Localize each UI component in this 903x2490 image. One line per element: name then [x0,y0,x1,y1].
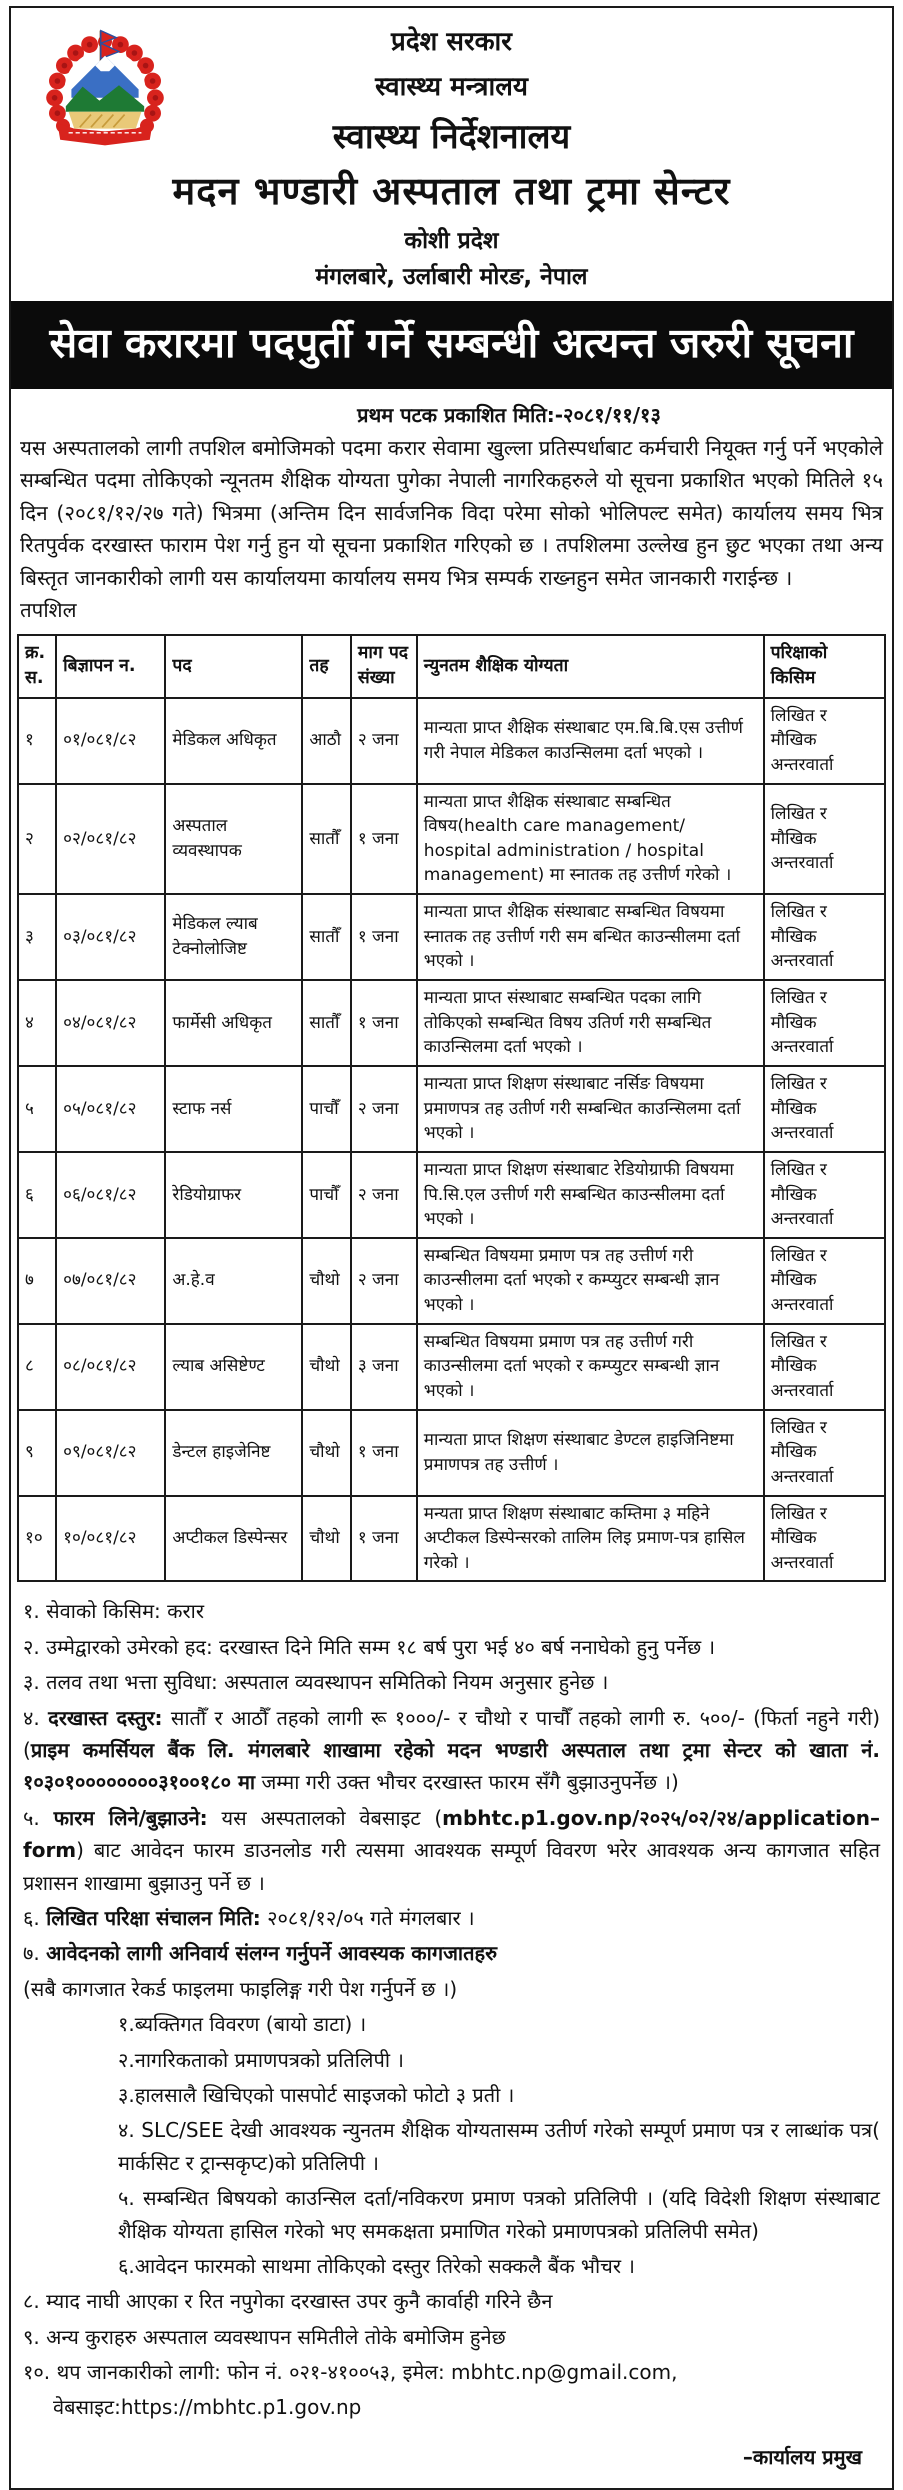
table-cell: चौथो [302,1496,351,1582]
table-cell: चौथो [302,1238,351,1324]
note-item [23,1902,880,1934]
note-item [23,2356,880,2388]
table-cell: पाचौँ [302,1152,351,1238]
col-header-ad-no: बिज्ञापन न. [56,635,165,698]
table-cell: २ जना [351,1066,417,1152]
note-text: २.नागरिकताको प्रमाणपत्रको प्रतिलिपी । [118,2047,404,2072]
note-item [23,1666,880,1698]
note-text: ९. अन्य कुराहरु अस्पताल व्यवस्थापन समितीले तोके बमोजिम हुनेछ [23,2324,506,2349]
note-text: १.ब्यक्तिगत विवरण (बायो डाटा) । [118,2012,367,2037]
note-item [23,1937,880,1969]
table-cell: लिखित र मौखिक अन्तरवार्ता [764,1324,885,1410]
note-text: वेबसाइट:https://mbhtc.p1.gov.np [53,2395,362,2420]
table-cell: ल्याब असिष्टेण्ट [165,1324,302,1410]
col-header-count: माग पद संख्या [351,635,417,698]
table-cell: फार्मेसी अधिकृत [165,980,302,1066]
table-cell: लिखित र मौखिक अन्तरवार्ता [764,1152,885,1238]
col-header-post: पद [165,635,302,698]
table-cell: लिखित र मौखिक अन्तरवार्ता [764,980,885,1066]
table-cell: चौथो [302,1410,351,1496]
table-cell: १०/०८१/८२ [56,1496,165,1582]
table-cell: अ.हे.व [165,1238,302,1324]
table-cell: ३ जना [351,1324,417,1410]
table-cell: ०२/०८१/८२ [56,784,165,895]
table-cell: ०१/०८१/८२ [56,698,165,784]
table-cell: स्टाफ नर्स [165,1066,302,1152]
note-text: १. सेवाको किसिम: करार [23,1599,205,1624]
note-text: ५. सम्बन्धित बिषयको काउन्सिल दर्ता/नविकरण प्रमाण पत्रको प्रतिलिपी । (यदि विदेशी शिक्षण संस्थाबाट शैक्षिक योग्यता हासिल गरेको भए समकक्षता प्रमाणित गरेको प्रमाणपत्रको प्रतिलिपी समेत) [118,2186,880,2243]
note-text: mbhtc.p1.gov.np/२०२५/०२/२४/application–form [23,1805,880,1863]
table-row [18,1410,885,1496]
table-cell: सम्बन्धित विषयमा प्रमाण पत्र तह उत्तीर्ण गरी काउन्सीलमा दर्ता भएको र कम्प्युटर सम्बन्धी ज्ञान भएको । [417,1324,764,1410]
table-cell: १ जना [351,894,417,980]
vacancy-table-body [18,698,885,1582]
table-cell: ८ [18,1324,56,1410]
table-cell: मान्यता प्राप्त शिक्षण संस्थाबाट रेडियोग्राफी विषयमा पि.सि.एल उत्तीर्ण गरी सम्बन्धित काउन्सीलमा दर्ता भएको । [417,1152,764,1238]
document-header [11,8,892,291]
table-cell: २ जना [351,1152,417,1238]
note-item [23,2250,880,2282]
notice-document [9,6,894,2490]
table-cell: चौथो [302,1324,351,1410]
table-cell: २ जना [351,698,417,784]
table-cell: मान्यता प्राप्त शिक्षण संस्थाबाट डेण्टल हाइजिनिष्टमा प्रमाणपत्र तह उत्तीर्ण । [417,1410,764,1496]
note-item [23,2114,880,2179]
table-cell: मान्यता प्राप्त शैक्षिक संस्थाबाट सम्बन्धित विषयमा स्नातक तह उत्तीर्ण गरी सम बन्धित काउन्सीलमा दर्ता भएको । [417,894,764,980]
table-cell: सातौँ [302,784,351,895]
table-cell: २ जना [351,1238,417,1324]
table-row [18,1066,885,1152]
note-item [23,1702,880,1799]
table-row [18,980,885,1066]
note-text: ३.हालसालै खिचिएको पासपोर्ट साइजको फोटो ३ प्रती । [118,2082,515,2107]
note-item [23,2321,880,2353]
table-cell: रेडियोग्राफर [165,1152,302,1238]
table-cell: ०६/०८१/८२ [56,1152,165,1238]
table-cell: ०३/०८१/८२ [56,894,165,980]
table-cell: सातौँ [302,894,351,980]
header-address: मंगलबारे, उर्लाबारी मोरङ, नेपाल [315,264,588,290]
published-date: प्रथम पटक प्रकाशित मिति:-२०८१/११/१३ [357,403,661,427]
note-text: आवेदनको लागी अनिवार्य संलग्न गर्नुपर्ने आवस्यक कागजातहरु [46,1941,498,1966]
table-row [18,894,885,980]
table-row [18,1496,885,1582]
note-text: ८. म्याद नाघी आएका र रित नपुगेका दरखास्त उपर कुनै कार्वाही गरिने छैन [23,2289,553,2314]
table-row [18,1152,885,1238]
table-cell: सातौँ [302,980,351,1066]
nepal-government-emblem-icon [35,24,175,166]
note-item [23,2008,880,2040]
table-cell: १ जना [351,784,417,895]
table-cell: आठौ [302,698,351,784]
col-header-exam-type: परिक्षाको किसिम [764,635,885,698]
table-row [18,698,885,784]
table-cell: ९ [18,1410,56,1496]
note-text: २०८१/१२/०५ गते मंगलबार । [260,1906,475,1930]
note-item [23,1802,880,1899]
table-header-row [18,635,885,698]
note-text: प्राइम कमर्सियल बैंक लि. मंगलबारे शाखामा रहेको मदन भण्डारी अस्पताल तथा ट्रमा सेन्टर को खाता नं. १०३०१००००००००३१००१८० मा [23,1738,880,1795]
table-row [18,1324,885,1410]
note-text: (सबै कागजात रेकर्ड फाइलमा फाइलिङ्ग गरी पेश गर्नुपर्ने छ ।) [23,1976,458,2001]
table-cell: १ [18,698,56,784]
intro-paragraph: यस अस्पतालको लागी तपशिल बमोजिमको पदमा करार सेवामा खुल्ला प्रतिस्पर्धाबाट कर्मचारी नियूक्त गर्नु पर्ने भएकोले सम्बन्धित पदमा तोकिएको न्यूनतम शैक्षिक योग्यता पुगेका नेपाली नागरिकहरुले यो सूचना प्रकाशित भएको मितिले १५ दिन (२०८१/१२/२७ गते) भित्रमा (अन्तिम दिन सार्वजनिक विदा परेमा सोको भोलिपल्ट समेत) कार्यालय समय भित्र रितपुर्वक दरखास्त फाराम पेश गर्नु हुन यो सूचना प्रकाशित गरिएको छ । तपशिलमा उल्लेख हुन छुट भएका तथा अन्य बिस्तृत जानकारीको लागी यस कार्यालयमा कार्यालय समय भित्र सम्पर्क राख्नहुन समेत जानकारी गराईन्छ । [20,436,883,590]
table-cell: १० [18,1496,56,1582]
note-text: ५. [23,1805,54,1830]
table-cell: लिखित र मौखिक अन्तरवार्ता [764,1496,885,1582]
table-cell: लिखित र मौखिक अन्तरवार्ता [764,698,885,784]
table-row [18,784,885,895]
vacancy-table [17,634,886,1583]
table-cell: लिखित र मौखिक अन्तरवार्ता [764,784,885,895]
col-header-sn: क्र. स. [18,635,56,698]
table-cell: ५ [18,1066,56,1152]
office-chief-signature: –कार्यालय प्रमुख [742,2444,862,2469]
header-province: कोशी प्रदेश [404,228,499,254]
note-text: यस अस्पतालको वेबसाइट ( [207,1805,443,1830]
note-text: ४. SLC/SEE देखी आवश्यक न्युनतम शैक्षिक योग्यतासम्म उतीर्ण गरेको सम्पूर्ण प्रमाण पत्र र लाब्धांक पत्र( मार्कसिट र ट्रान्सकृप्ट)को प्रतिलिपी । [118,2118,880,2175]
table-cell: अस्पताल व्यवस्थापक [165,784,302,895]
table-cell: अप्टीकल डिस्पेन्सर [165,1496,302,1582]
table-cell: मान्यता प्राप्त शैक्षिक संस्थाबाट एम.बि.बि.एस उत्तीर्ण गरी नेपाल मेडिकल काउन्सिलमा दर्ता भएको । [417,698,764,784]
note-item [23,2044,880,2076]
table-cell: ०४/०८१/८२ [56,980,165,1066]
table-cell: ०८/०८१/८२ [56,1324,165,1410]
note-text: जम्मा गरी उक्त भौचर दरखास्त फारम सँगै बुझाउनुपर्नेछ ।) [255,1770,679,1795]
header-ministry: स्वास्थ्य मन्त्रालय [375,72,528,102]
note-item [23,1631,880,1663]
note-item [23,1973,880,2005]
table-cell: ४ [18,980,56,1066]
table-cell: मान्यता प्राप्त शिक्षण संस्थाबाट नर्सिङ विषयमा प्रमाणपत्र तह उतीर्ण गरी सम्बन्धित काउन्सिलमा दर्ता भएको । [417,1066,764,1152]
table-cell: मान्यता प्राप्त संस्थाबाट सम्बन्धित पदका लागि तोकिएको सम्बन्धित विषय उतिर्ण गरी सम्बन्धित काउन्सिलमा दर्ता भएको । [417,980,764,1066]
table-row [18,1238,885,1324]
table-cell: ७ [18,1238,56,1324]
table-cell: मेडिकल ल्याब टेक्नोलोजिष्ट [165,894,302,980]
tapasil-label: तपशिल [20,597,77,622]
note-text: ३. तलव तथा भत्ता सुविधा: अस्पताल व्यवस्थापन समितिको नियम अनुसार हुनेछ । [23,1670,609,1695]
col-header-qualification: न्युनतम शैक्षिक योग्यता [417,635,764,698]
table-cell: मेडिकल अधिकृत [165,698,302,784]
table-cell: मान्यता प्राप्त शैक्षिक संस्थाबाट सम्बन्धित विषय(health care management/ hospital administration / hospital management) मा स्नातक तह उत्तीर्ण गरेको । [417,784,764,895]
header-hospital-name: मदन भण्डारी अस्पताल तथा ट्रमा सेन्टर [172,169,731,213]
note-item [23,2391,880,2423]
table-cell: लिखित र मौखिक अन्तरवार्ता [764,1238,885,1324]
header-province-government: प्रदेश सरकार [391,27,512,57]
notes-list [11,1582,892,2423]
header-directorate: स्वास्थ्य निर्देशनालय [332,117,571,157]
note-item [23,2182,880,2247]
notice-title-banner: सेवा करारमा पदपुर्ती गर्ने सम्बन्धी अत्यन्त जरुरी सूचना [11,301,892,389]
note-text: दरखास्त दस्तुर: [48,1705,163,1730]
table-cell: १ जना [351,1410,417,1496]
table-cell: डेन्टल हाइजेनिष्ट [165,1410,302,1496]
table-cell: १ जना [351,1496,417,1582]
table-cell: लिखित र मौखिक अन्तरवार्ता [764,1410,885,1496]
table-cell: १ जना [351,980,417,1066]
table-cell: ०९/०८१/८२ [56,1410,165,1496]
note-item [23,2285,880,2317]
table-cell: ६ [18,1152,56,1238]
note-item [23,2079,880,2111]
note-text: लिखित परिक्षा संचालन मिति: [46,1906,261,1930]
note-text: ) बाट आवेदन फारम डाउनलोड गरी त्यसमा आवश्यक सम्पूर्ण विवरण भरेर आवश्यक अन्य कागजात सहित प्रशासन शाखामा बुझाउनु पर्ने छ । [23,1838,880,1895]
table-cell: पाचौँ [302,1066,351,1152]
table-cell: ०५/०८१/८२ [56,1066,165,1152]
table-cell: सम्बन्धित विषयमा प्रमाण पत्र तह उत्तीर्ण गरी काउन्सीलमा दर्ता भएको र कम्प्युटर सम्बन्धी ज्ञान भएको । [417,1238,764,1324]
note-text: ६.आवेदन फारमको साथमा तोकिएको दस्तुर तिरेको सक्कलै बैंक भौचर । [118,2253,635,2278]
table-cell: मन्यता प्राप्त शिक्षण संस्थाबाट कम्तिमा ३ महिने अप्टीकल डिस्पेन्सरको तालिम लिइ प्रमाण-पत्र हासिल गरेको । [417,1496,764,1582]
note-text: फारम लिने/बुझाउने: [53,1805,208,1830]
table-cell: लिखित र मौखिक अन्तरवार्ता [764,894,885,980]
table-cell: लिखित र मौखिक अन्तरवार्ता [764,1066,885,1152]
note-text: १०. थप जानकारीको लागी: फोन नं. ०२१-४१००५३, इमेल: mbhtc.np@gmail.com, [23,2360,678,2385]
note-text: २. उम्मेद्वारको उमेरको हद: दरखास्त दिने मिति सम्म १८ बर्ष पुरा भई ४० बर्ष ननाघेको हुनु पर्नेछ । [23,1634,716,1659]
note-text: ४. [23,1705,49,1730]
note-text: ७. [23,1941,47,1966]
note-item [23,1595,880,1627]
table-cell: ०७/०८१/८२ [56,1238,165,1324]
note-text: सातौँ र आठौँ तहको लागी रू १०००/- र चौथो र पाचौँ तहको लागी रु. ५००/- (फिर्ता नहुने गरी)( [23,1705,880,1763]
col-header-level: तह [302,635,351,698]
table-cell: ३ [18,894,56,980]
table-cell: २ [18,784,56,895]
note-text: ६. [23,1906,47,1930]
